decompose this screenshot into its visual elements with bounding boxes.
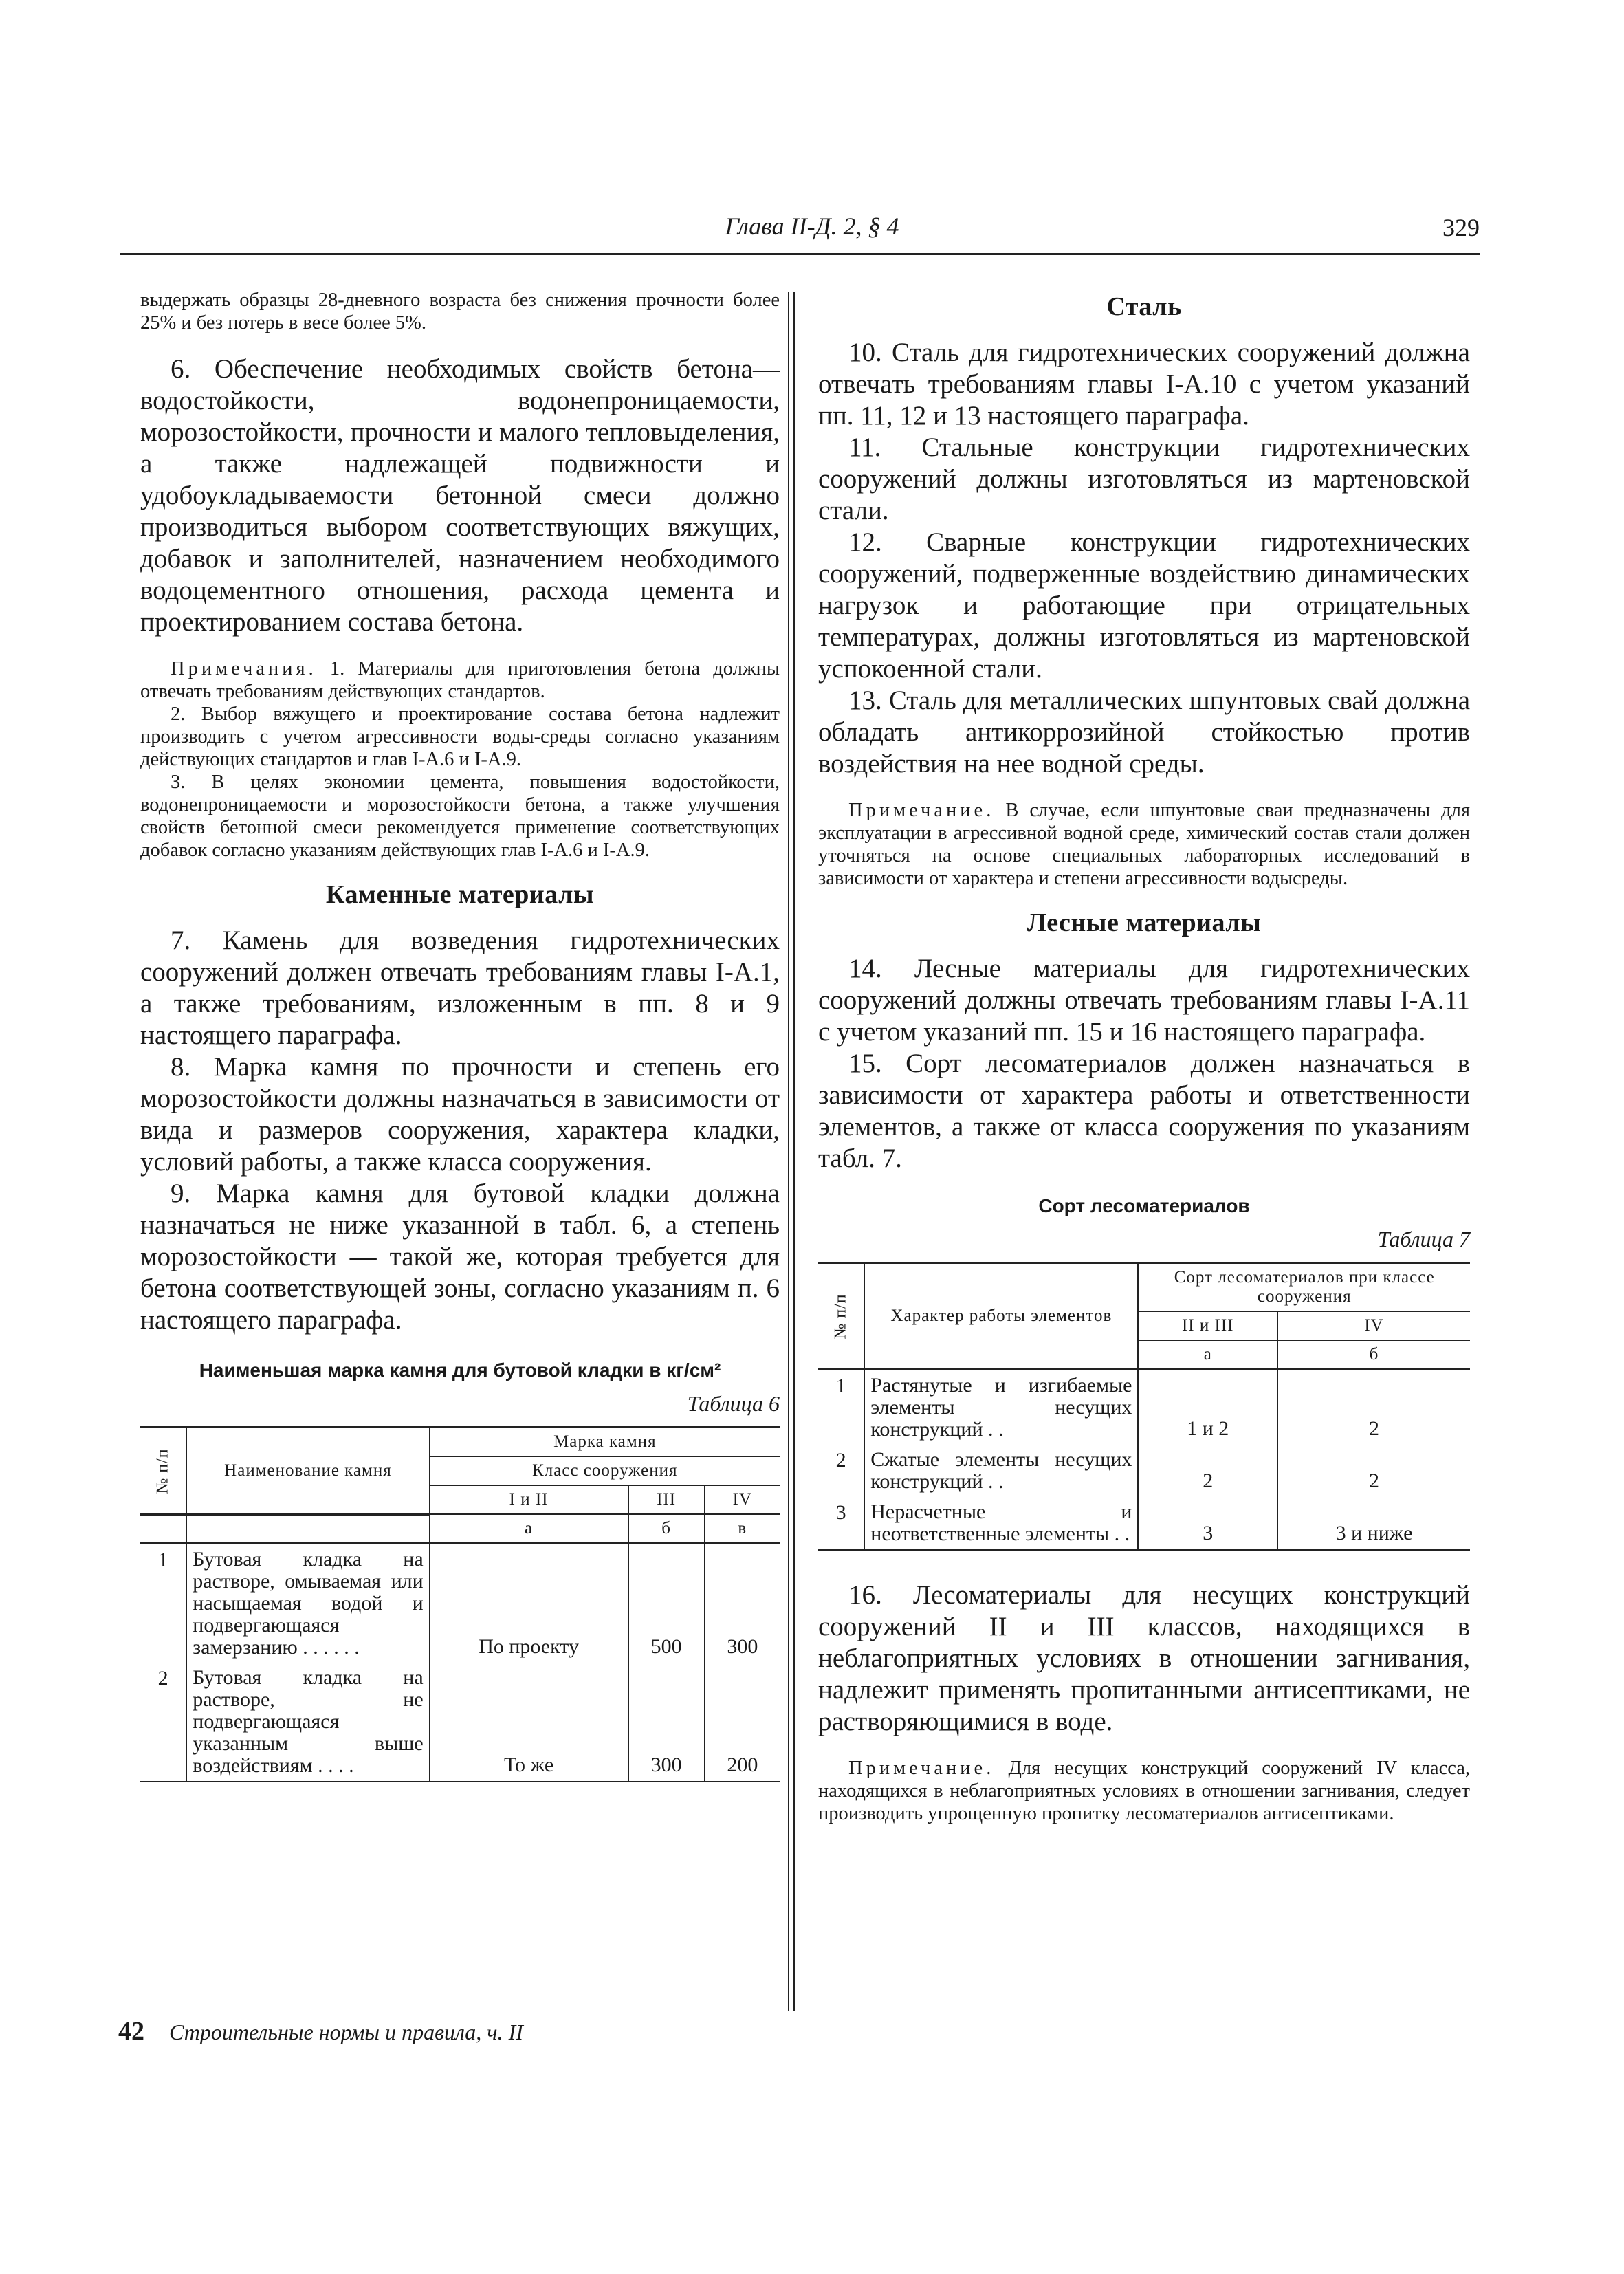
t6-row-name: Бутовая кладка на растворе, омываемая или насыщаемая водой и подвергающаяся замерзанию . . . . . . [186, 1544, 429, 1663]
note-label-2: Примечание. [848, 1758, 995, 1779]
t6-row-name: Бутовая кладка на растворе, не подвергающаяся указанным выше воздействиям . . . . [186, 1663, 429, 1782]
table-6-caption: Наименьшая марка камня для бутовой кладки в кг/см² [199, 1359, 721, 1381]
table-6-label: Таблица 6 [687, 1391, 780, 1416]
t6-col-name-header: Наименование камня [186, 1428, 429, 1515]
t6-row-num: 1 [157, 1549, 168, 1571]
table-row [140, 1544, 780, 1663]
t6-row-num: 2 [140, 1663, 186, 1782]
note-1: 1. Материалы для приготовления бетона должны отвечать требованиям действующих стандартов. [140, 658, 780, 702]
t6-mark-header: Марка камня [430, 1428, 780, 1457]
right-column [818, 289, 1470, 1825]
t6-col-num-header: № п/п [140, 1428, 186, 1515]
t7-row-b: 3 и ниже [1277, 1497, 1470, 1550]
t7-col-name-header: Характер работы элементов [864, 1263, 1138, 1370]
paragraph-6: 6. Обеспечение необходимых свойств бетона— водостойкости, водонепроницаемости, морозостойкости, прочности и малого тепловыделения, а также надлежащей подвижности и удобоукладываемости бетонной смеси должно производиться выбором соответствующих вяжущих, добавок и заполнителей, назначением необходимого водоцементного отношения, расхода цемента и проектированием состава бетона. [140, 354, 780, 637]
paragraph-16: 16. Лесоматериалы для несущих конструкций сооружений II и III классов, находящихся в неблагоприятных условиях в отношении загнивания, надлежит применять пропитанными антисептиками, не растворяющимися в воде. [818, 1580, 1470, 1736]
continued-paragraph: выдержать образцы 28-дневного возраста без снижения прочности более 25% и без потерь в весе более 5%. [140, 289, 780, 334]
header-rule [120, 253, 1480, 255]
t6-class-3: IV [705, 1485, 780, 1514]
table-row [140, 1663, 780, 1782]
t7-row-a: 1 и 2 [1138, 1370, 1277, 1445]
paragraph-13: 13. Сталь для металлических шпунтовых свай должна обладать антикоррозийной стойкостью против воздействия на нее водной среды. [818, 686, 1470, 778]
note-steel-block [818, 799, 1470, 890]
table-row [818, 1370, 1470, 1445]
t7-row-b: 2 [1277, 1370, 1470, 1445]
table-7-caption: Сорт лесоматериалов [1038, 1195, 1250, 1216]
table-row [818, 1497, 1470, 1550]
running-header: Глава II-Д. 2, § 4 [725, 212, 899, 240]
t7-col-num-header: № п/п [818, 1263, 864, 1370]
paragraph-15: 15. Сорт лесоматериалов должен назначаться в зависимости от характера работы и ответственности элементов, а также от класса сооружения по указаниям табл. 7. [818, 1049, 1470, 1173]
t7-row-a: 3 [1138, 1497, 1277, 1550]
section-heading-wood: Лесные материалы [1027, 908, 1262, 937]
t6-class-2: III [628, 1485, 705, 1514]
paragraph-7: 7. Камень для возведения гидротехнических сооружений должен отвечать требованиям главы I-А.1, а также требованиям, изложенным в пп. 8 и 9 настоящего параграфа. [140, 926, 780, 1050]
t7-sort-header: Сорт лесоматериалов при классе сооружения [1138, 1263, 1470, 1312]
t6-row-b: 500 [628, 1544, 705, 1663]
t6-row-a: По проекту [430, 1544, 628, 1663]
footer-page-number: 42 [118, 2017, 144, 2046]
column-divider [788, 292, 795, 2011]
t7-row-num: 3 [818, 1497, 864, 1550]
table-7 [818, 1262, 1470, 1551]
t7-row-name: Нерасчетные и неответственные элементы . . [864, 1497, 1138, 1550]
t7-class-2: IV [1277, 1311, 1470, 1340]
t6-class-header: Класс сооружения [430, 1456, 780, 1485]
paragraph-11: 11. Стальные конструкции гидротехнических сооружений должны изготовляться из мартеновской стали. [818, 433, 1470, 525]
t7-row-b: 2 [1277, 1445, 1470, 1497]
page-number: 329 [1442, 214, 1480, 241]
t7-row-num: 2 [835, 1449, 846, 1472]
t6-class-1: I и II [430, 1485, 628, 1514]
paragraph-10: 10. Сталь для гидротехнических сооружений должна отвечать требованиям главы I-А.10 с учетом указаний пп. 11, 12 и 13 настоящего параграфа. [818, 338, 1470, 430]
t7-letter-b: б [1277, 1340, 1470, 1370]
t6-letter-c: в [705, 1514, 780, 1544]
table-7-label: Таблица 7 [1377, 1227, 1470, 1251]
table-row [818, 1445, 1470, 1497]
footer-text: Строительные нормы и правила, ч. II [169, 2020, 523, 2044]
t7-class-1: II и III [1138, 1311, 1277, 1340]
t7-row-a: 2 [1138, 1445, 1277, 1497]
t6-letter-b: б [628, 1514, 705, 1544]
t6-letter-a: а [430, 1514, 628, 1544]
section-heading-stone: Каменные материалы [325, 880, 595, 909]
t7-row-num: 1 [835, 1375, 846, 1397]
paragraph-12: 12. Сварные конструкции гидротехнических сооружений, подверженные воздействию динамических нагрузок и работающие при отрицательных температурах, должны изготовляться из мартеновской успокоенной стали. [818, 527, 1470, 684]
t7-letter-a: а [1138, 1340, 1277, 1370]
page-footer [118, 2016, 523, 2046]
t6-row-a: То же [430, 1663, 628, 1782]
t7-row-name: Сжатые элементы несущих конструкций . . [864, 1445, 1138, 1497]
note-steel: В случае, если шпунтовые сваи предназначены для эксплуатации в агрессивной водной среде, химический состав стали должен уточняться на основе специальных лабораторных исследований в зависимости от характера и степени агрессивности водысреды. [818, 800, 1471, 889]
notes-label: Примечания. [171, 658, 317, 679]
note-wood-block [818, 1757, 1470, 1825]
table-6 [140, 1426, 780, 1782]
t6-row-c: 200 [705, 1663, 780, 1782]
section-heading-steel: Сталь [1106, 292, 1182, 321]
t6-row-c: 300 [705, 1544, 780, 1663]
note-2: 2. Выбор вяжущего и проектирование состава бетона надлежит производить с учетом агрессивности воды-среды согласно указаниям действующих стандартов и глав I-А.6 и I-А.9. [140, 703, 780, 770]
note-wood: Для несущих конструкций сооружений IV класса, находящихся в неблагоприятных условиях в отношении загнивания, следует производить упрощенную пропитку лесоматериалов антисептиками. [818, 1758, 1470, 1824]
note-label: Примечание. [848, 800, 995, 821]
paragraph-14: 14. Лесные материалы для гидротехнических сооружений должны отвечать требованиям главы I-А.11 с учетом указаний пп. 15 и 16 настоящего параграфа. [818, 954, 1470, 1047]
t7-row-name: Растянутые и изгибаемые элементы несущих конструкций . . [864, 1370, 1138, 1445]
paragraph-9: 9. Марка камня для бутовой кладки должна назначаться не ниже указанной в табл. 6, а степень морозостойкости — такой же, которая требуется для бетона соответствующей зоны, согласно указаниям п. 6 настоящего параграфа. [140, 1179, 780, 1335]
note-3: 3. В целях экономии цемента, повышения водостойкости, водонепроницаемости и морозостойкости бетона, а также улучшения свойств бетонной смеси рекомендуется применение соответствующих добавок согласно указаниям действующих глав I-А.6 и I-А.9. [140, 772, 780, 861]
paragraph-8: 8. Марка камня по прочности и степень его морозостойкости должны назначаться в зависимости от вида и размеров сооружения, характера кладки, условий работы, а также класса сооружения. [140, 1052, 780, 1177]
t6-row-b: 300 [628, 1663, 705, 1782]
left-column [140, 289, 780, 1782]
notes-block [140, 657, 780, 703]
